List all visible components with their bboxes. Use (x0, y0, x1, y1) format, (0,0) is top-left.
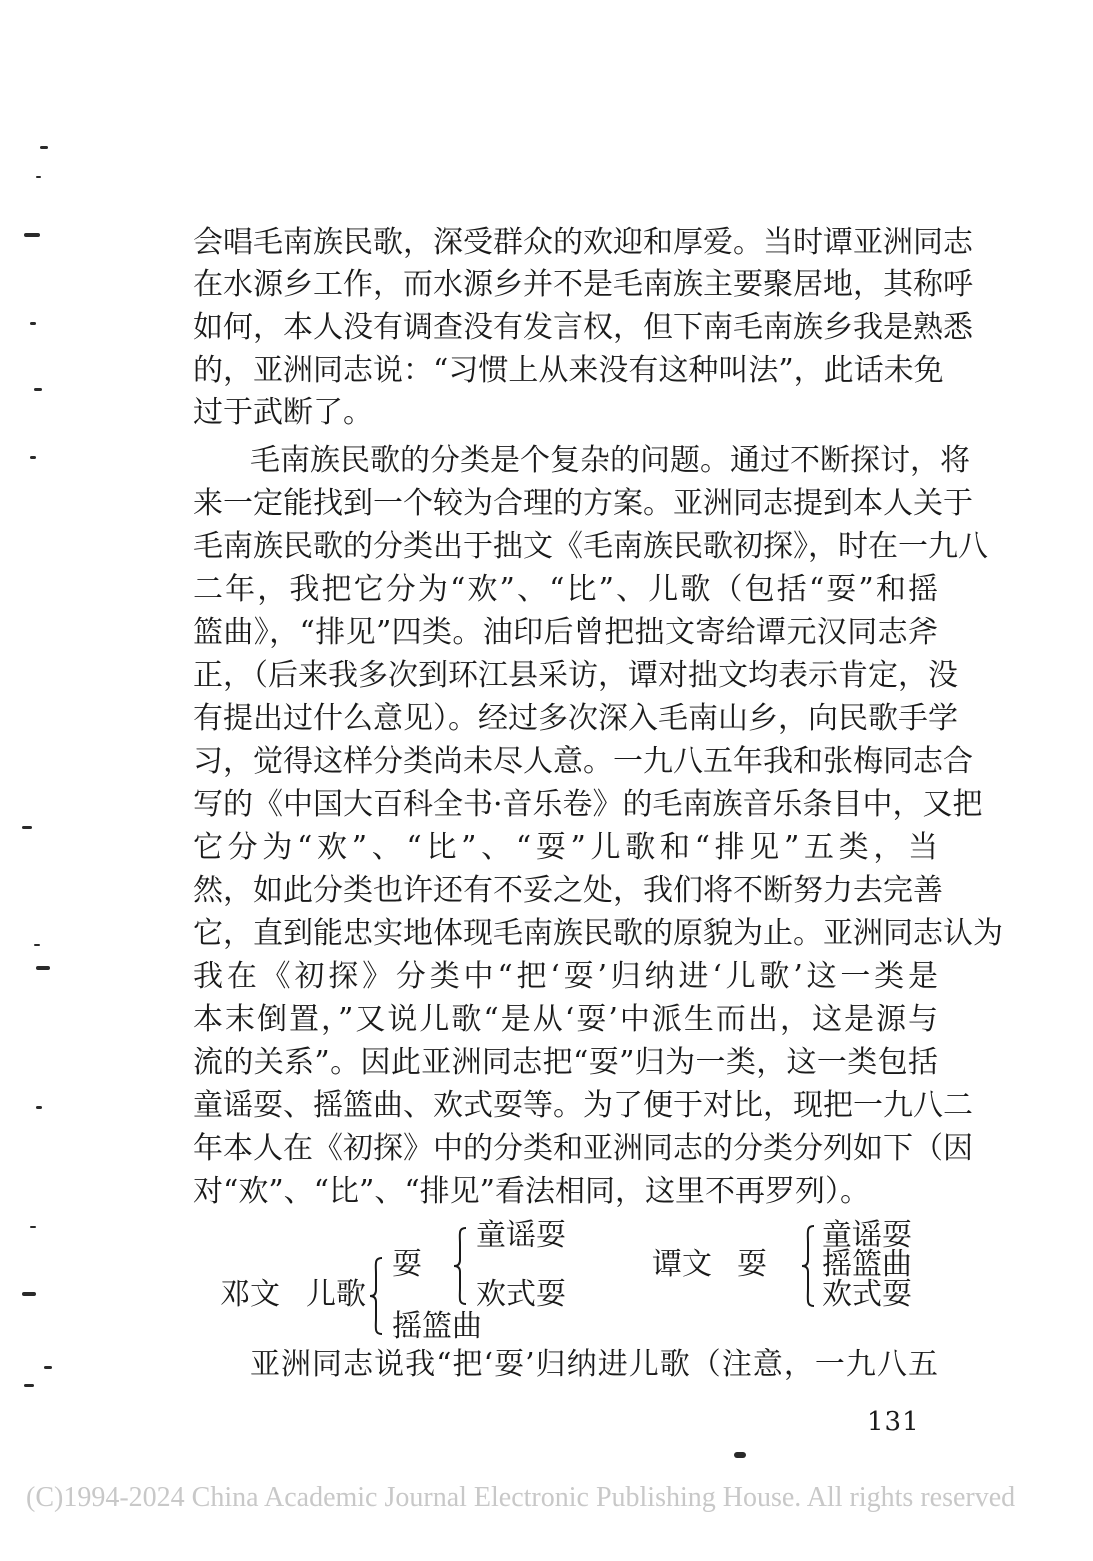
text-line: 有提出过什么意见）。经过多次深入毛南山乡，向民歌手学 (193, 701, 958, 736)
text-line: 毛南族民歌的分类出于拙文《毛南族民歌初探》，时在一九八 (193, 529, 988, 564)
text-line: 过于武断了。 (193, 395, 373, 430)
text-line: 我在《初探》分类中“把‘耍’归纳进‘儿歌’这一类是 (193, 959, 938, 994)
page-number: 131 (867, 1407, 920, 1437)
tan-child-1: 童谣耍 (822, 1218, 912, 1253)
text-line: 流的关系”。因此亚洲同志把“耍”归为一类，这一类包括 (193, 1045, 938, 1080)
text-line: 会唱毛南族民歌，深受群众的欢迎和厚爱。当时谭亚洲同志 (193, 225, 973, 260)
tan-root-label: 耍 (737, 1247, 767, 1282)
deng-outer-brace (368, 1256, 386, 1336)
deng-author-label: 邓文 (220, 1277, 280, 1312)
scan-speck (34, 944, 40, 946)
scan-speck (40, 146, 48, 149)
scan-speck (24, 233, 40, 237)
scan-speck (34, 388, 42, 391)
text-line: 如何，本人没有调查没有发言权，但下南毛南族乡我是熟悉 (193, 310, 973, 345)
tan-child-2: 摇篮曲 (822, 1247, 912, 1282)
text-line: 童谣耍、摇篮曲、欢式耍等。为了便于对比，现把一九八二 (193, 1088, 973, 1123)
text-line: 毛南族民歌的分类是个复杂的问题。通过不断探讨，将 (250, 443, 970, 478)
deng-inner-brace (452, 1226, 470, 1306)
scan-speck (22, 1292, 36, 1296)
text-line: 本末倒置，”又说儿歌“是从‘耍’中派生而出，这是源与 (193, 1002, 938, 1037)
text-line: 亚洲同志说我“把‘耍’归纳进儿歌（注意，一九八五 (250, 1347, 938, 1382)
scan-speck (24, 1384, 34, 1387)
deng-branch-1: 耍 (392, 1247, 422, 1282)
scan-speck (30, 456, 36, 459)
text-line: 在水源乡工作，而水源乡并不是毛南族主要聚居地，其称呼 (193, 267, 973, 302)
text-line: 二年，我把它分为“欢”、“比”、儿歌（包括“耍”和摇 (193, 572, 938, 607)
scan-speck (22, 826, 32, 829)
deng-child-2: 欢式耍 (476, 1277, 566, 1312)
text-line: 年本人在《初探》中的分类和亚洲同志的分类分列如下（因 (193, 1131, 973, 1166)
text-line: 它分为“欢”、“比”、“耍”儿歌和“排见”五类，当 (193, 830, 938, 865)
deng-child-1: 童谣耍 (476, 1218, 566, 1253)
text-line: 的，亚洲同志说：“习惯上从来没有这种叫法”，此话未免 (193, 353, 944, 388)
text-line: 对“欢”、“比”、“排见”看法相同，这里不再罗列）。 (193, 1174, 871, 1209)
tan-brace (800, 1224, 818, 1308)
text-line: 它，直到能忠实地体现毛南族民歌的原貌为止。亚洲同志认为 (193, 916, 1003, 951)
text-line: 写的《中国大百科全书·音乐卷》的毛南族音乐条目中，又把 (193, 787, 983, 822)
text-line: 篮曲》，“排见”四类。油印后曾把拙文寄给谭元汉同志斧 (193, 615, 938, 650)
scan-speck (30, 322, 36, 325)
scan-speck (36, 1106, 42, 1109)
text-line: 习，觉得这样分类尚未尽人意。一九八五年我和张梅同志合 (193, 744, 973, 779)
deng-root-label: 儿歌 (306, 1277, 366, 1312)
text-line: 然，如此分类也许还有不妥之处，我们将不断努力去完善 (193, 873, 943, 908)
tan-author-label: 谭文 (652, 1247, 712, 1282)
tan-child-3: 欢式耍 (822, 1277, 912, 1312)
text-line: 来一定能找到一个较为合理的方案。亚洲同志提到本人关于 (193, 486, 973, 521)
scan-speck (36, 176, 41, 178)
scan-speck (30, 1226, 36, 1228)
scan-speck (44, 1366, 52, 1369)
text-line: 正，（后来我多次到环江县采访，谭对拙文均表示肯定，没 (193, 658, 958, 693)
deng-branch-2: 摇篮曲 (392, 1309, 482, 1344)
copyright-footer: (C)1994-2024 China Academic Journal Electronic Publishing House. All rights reserved (26, 1482, 1016, 1513)
scan-speck (36, 966, 50, 970)
scan-speck (734, 1452, 746, 1458)
